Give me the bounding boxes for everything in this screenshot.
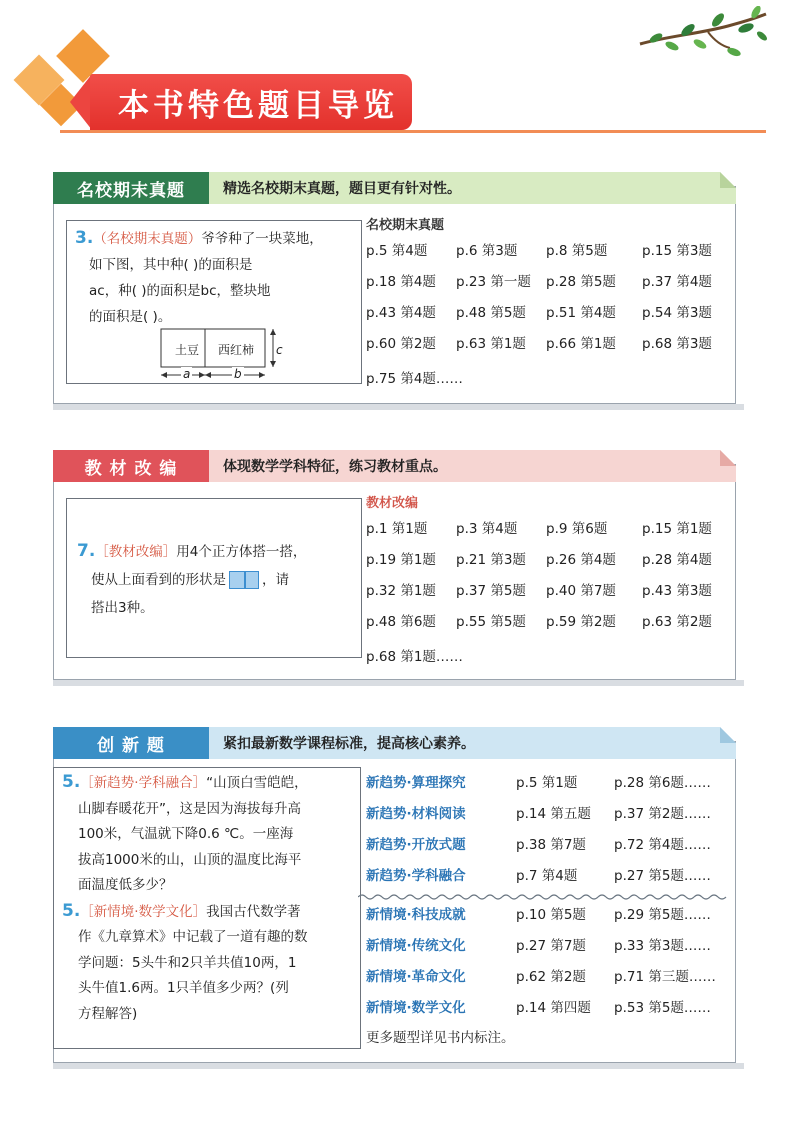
footer-note: 更多题型详见书内标注。	[366, 1030, 515, 1046]
page-reference-grid	[366, 514, 732, 638]
question-line: 头牛值1.6两。1只羊值多少两？(列	[78, 980, 289, 996]
question-number: 5.	[62, 772, 81, 792]
page-title: 本书特色题目导览	[118, 88, 398, 124]
question-line: 作《九章算术》中记载了一道有趣的数	[78, 929, 308, 945]
page-reference: p.54 第3题	[642, 305, 712, 321]
page-reference: p.59 第2题	[546, 614, 616, 630]
question-line: 用4个正方体搭一搭，	[176, 544, 307, 560]
example-question-box	[53, 767, 361, 1049]
question-text	[75, 225, 359, 330]
page-reference: p.18 第4题	[366, 274, 436, 290]
diagram-label-potato: 土豆	[175, 343, 200, 357]
page-reference: p.48 第5题	[456, 305, 526, 321]
page-reference: p.55 第5题	[456, 614, 526, 630]
list-item	[366, 827, 728, 858]
page-reference: p.19 第1题	[366, 552, 436, 568]
example-question-box	[66, 220, 362, 384]
list-item	[366, 897, 728, 928]
page-reference-last: p.75 第4题……	[366, 371, 463, 387]
question-line: “山顶白雪皑皑，	[206, 775, 308, 791]
page-reference: p.8 第5题	[546, 243, 608, 259]
list-item	[366, 990, 728, 1021]
diagram-label-c: c	[276, 343, 283, 357]
page-reference: p.72 第4题……	[614, 837, 711, 853]
list-item	[366, 796, 728, 827]
section-description: 精选名校期末真题，题目更有针对性。	[209, 172, 720, 204]
section-textbook-adapted	[53, 450, 736, 680]
page-reference: p.68 第3题	[642, 336, 712, 352]
page-reference: p.51 第4题	[546, 305, 616, 321]
example-question-box	[66, 498, 362, 658]
question-line: 如下图，其中种( )的面积是	[89, 257, 253, 273]
page-reference: p.14 第五题	[516, 806, 591, 822]
diagram-label-a: a	[183, 367, 191, 381]
section-header-bar	[53, 172, 736, 204]
question-line: 我国古代数学著	[206, 903, 301, 920]
branch-leaves-icon	[638, 6, 768, 66]
page-reference: p.62 第2题	[516, 969, 586, 985]
section-tag: 创 新 题	[53, 727, 209, 759]
section-innovation	[53, 727, 736, 1063]
question-line: 100米，气温就下降0.6 ℃。一座海	[78, 826, 294, 842]
question-tag: （名校期末真题）	[93, 231, 202, 247]
section-header-bar	[53, 727, 736, 759]
page-reference: p.60 第2题	[366, 336, 436, 352]
category-label: 新情境·革命文化	[366, 969, 466, 985]
page-reference: p.26 第4题	[546, 552, 616, 568]
question-line: 山脚春暖花开”，这是因为海拔每升高	[78, 800, 301, 817]
category-label: 新趋势·材料阅读	[366, 806, 466, 822]
header-band-tip	[70, 74, 92, 130]
section-description: 紧扣最新数学课程标准，提高核心素养。	[209, 727, 720, 759]
question-text	[77, 537, 357, 622]
page-reference: p.7 第4题	[516, 868, 578, 884]
category-label: 新趋势·算理探究	[366, 775, 466, 791]
page-reference: p.37 第5题	[456, 583, 526, 599]
list-title: 名校期末真题	[366, 218, 445, 233]
page-reference: p.28 第4题	[642, 552, 712, 568]
page-reference: p.6 第3题	[456, 243, 518, 259]
page-reference: p.28 第5题	[546, 274, 616, 290]
question-tag: ［新情境·数学文化］	[80, 903, 207, 920]
page-reference: p.38 第7题	[516, 837, 586, 853]
question-line: 的面积是( )。	[89, 309, 172, 325]
question-line: ，请	[262, 572, 289, 588]
page-reference: p.14 第四题	[516, 1000, 591, 1016]
two-squares-icon	[229, 571, 259, 589]
page-reference: p.27 第7题	[516, 938, 586, 954]
page-reference: p.15 第1题	[642, 521, 712, 537]
question-line: 方程解答)	[78, 1005, 138, 1022]
page-fold-icon	[720, 450, 736, 482]
page-reference: p.21 第3题	[456, 552, 526, 568]
page-reference: p.23 第一题	[456, 274, 531, 290]
page-reference: p.43 第3题	[642, 583, 712, 599]
question-number: 7.	[77, 541, 96, 561]
diagram-label-tomato: 西红柿	[218, 343, 255, 357]
list-title: 教材改编	[366, 496, 419, 511]
page-reference: p.71 第三题……	[614, 969, 716, 985]
question-line: 拔高1000米的山，山顶的温度比海平	[78, 851, 302, 868]
list-item	[366, 858, 728, 889]
category-label: 新情境·传统文化	[366, 938, 466, 954]
section-shadow	[53, 1063, 744, 1069]
page-reference-grid	[366, 236, 732, 360]
page-fold-icon	[720, 172, 736, 204]
category-label: 新情境·数学文化	[366, 1000, 466, 1016]
page-reference: p.48 第6题	[366, 614, 436, 630]
page-reference: p.66 第1题	[546, 336, 616, 352]
question-number: 3.	[75, 228, 94, 248]
page-reference: p.1 第1题	[366, 521, 428, 537]
context-list	[366, 897, 728, 1021]
page-reference: p.27 第5题……	[614, 868, 711, 884]
page-reference: p.33 第3题……	[614, 938, 711, 954]
page-reference: p.40 第7题	[546, 583, 616, 599]
category-label: 新趋势·学科融合	[366, 868, 466, 884]
question-line: 学问题：5头牛和2只羊共值10两，1	[78, 954, 297, 971]
question-tag: ［新趋势·学科融合］	[80, 775, 207, 791]
page-reference: p.37 第4题	[642, 274, 712, 290]
diagram-label-b: b	[234, 367, 242, 381]
trend-list	[366, 765, 728, 889]
page-reference: p.63 第1题	[456, 336, 526, 352]
page-reference: p.63 第2题	[642, 614, 712, 630]
header-underline	[60, 130, 766, 133]
page-reference: p.5 第4题	[366, 243, 428, 259]
page-reference: p.29 第5题……	[614, 907, 711, 923]
question-line: 搭出3种。	[91, 600, 154, 616]
question-number: 5.	[62, 900, 81, 921]
page-reference: p.28 第6题……	[614, 775, 711, 791]
section-header-bar	[53, 450, 736, 482]
question-text	[62, 770, 358, 1027]
section-tag: 名校期末真题	[53, 172, 209, 204]
page-reference-last: p.68 第1题……	[366, 649, 463, 665]
question-tag: ［教材改编］	[95, 544, 177, 560]
list-item	[366, 928, 728, 959]
question-line: 爷爷种了一块菜地，	[201, 231, 323, 247]
section-shadow	[53, 680, 744, 686]
page-reference: p.53 第5题……	[614, 1000, 711, 1016]
list-item	[366, 765, 728, 796]
page-reference: p.37 第2题……	[614, 806, 711, 822]
category-label: 新趋势·开放式题	[366, 837, 466, 853]
section-shadow	[53, 404, 744, 410]
section-tag: 教 材 改 编	[53, 450, 209, 482]
category-label: 新情境·科技成就	[366, 907, 466, 923]
section-exam-questions	[53, 172, 736, 404]
page-reference: p.3 第4题	[456, 521, 518, 537]
question-line: ac，种( )的面积是bc，整块地	[89, 283, 271, 299]
page-reference: p.32 第1题	[366, 583, 436, 599]
section-description: 体现数学学科特征，练习教材重点。	[209, 450, 720, 482]
page-fold-icon	[720, 727, 736, 759]
question-line: 使从上面看到的形状是	[91, 572, 226, 588]
page-reference: p.43 第4题	[366, 305, 436, 321]
list-item	[366, 959, 728, 990]
page-reference: p.5 第1题	[516, 775, 578, 791]
question-line: 面温度低多少？	[78, 877, 173, 893]
page-reference: p.10 第5题	[516, 907, 586, 923]
page-reference: p.15 第3题	[642, 243, 712, 259]
page-reference: p.9 第6题	[546, 521, 608, 537]
